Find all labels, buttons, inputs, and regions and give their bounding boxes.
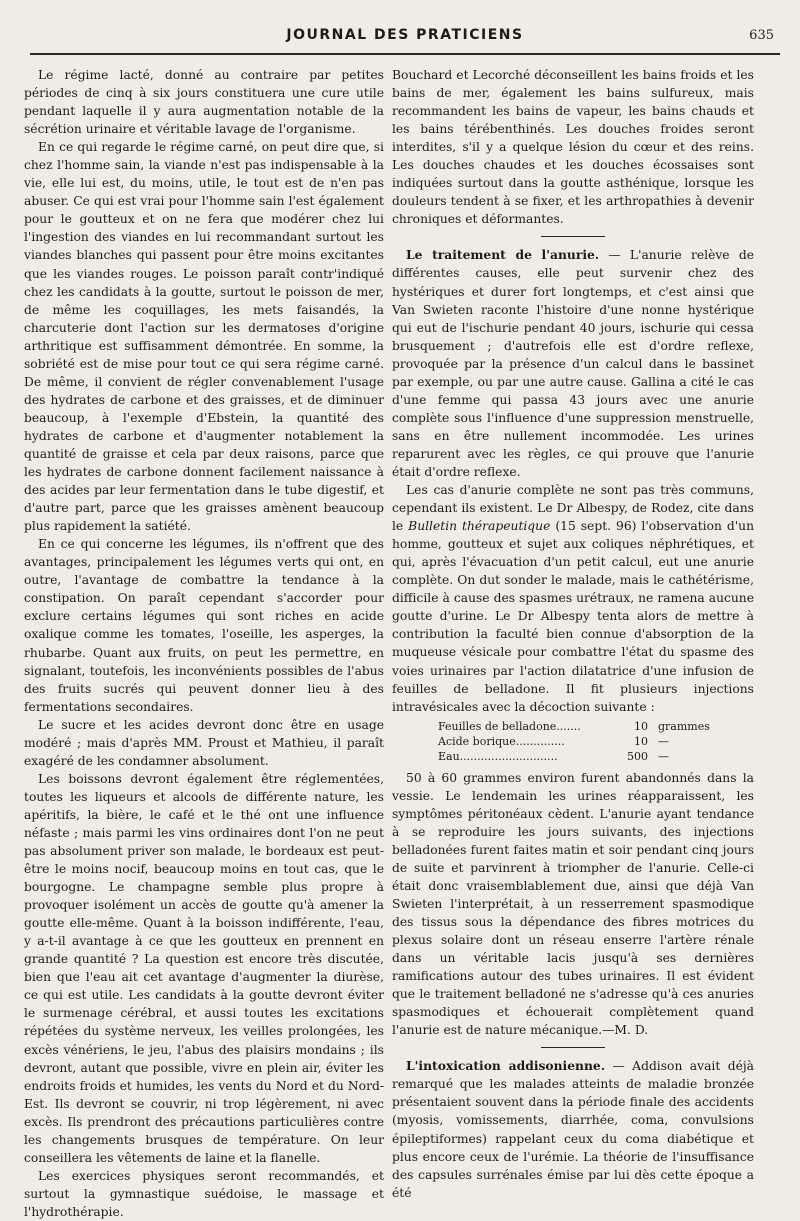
paragraph bbox=[392, 481, 754, 716]
section-addison-intro bbox=[392, 1057, 754, 1201]
section-separator bbox=[541, 1047, 605, 1048]
recipe-table bbox=[438, 719, 754, 764]
recipe-unit: grammes bbox=[658, 719, 710, 733]
recipe-quantity: 10 bbox=[634, 734, 648, 748]
paragraph: Bouchard et Lecorché déconseillent les bains froids et les bains de mer, également les bains sulfureux, mais recommandent les bains de vapeur, les bains chauds et les bains térébenthinés. Les douches froides seront interdites, s'il y a quelque lésion du cœur et des reins. Les douches chaudes et les douches écossaises sont indiquées surtout dans la goutte asthénique, lorsque les douleurs tendent à se fixer, et les arthropathies à devenir chroniques et déformantes. bbox=[392, 68, 754, 227]
recipe-row bbox=[438, 749, 754, 764]
left-column bbox=[24, 66, 384, 1219]
recipe-row bbox=[438, 719, 754, 734]
recipe-ingredient: Feuilles de belladone....... bbox=[438, 719, 581, 733]
paragraph: Les exercices physiques seront recommandés, et surtout la gymnastique suédoise, le massage et l'hydrothérapie. bbox=[24, 1168, 384, 1219]
paragraph-text: Les cas d'anurie complète ne sont pas très communs, cependant ils existent. Le Dr Albespy, de Rodez, cite dans le bbox=[392, 483, 754, 534]
right-column bbox=[392, 66, 754, 1200]
page-number: 635 bbox=[749, 28, 774, 43]
page-header bbox=[30, 25, 780, 49]
section-separator bbox=[541, 236, 605, 237]
recipe-ingredient: Eau............................ bbox=[438, 749, 558, 763]
section-title: Le traitement de l'anurie. bbox=[406, 247, 600, 263]
paragraph-text: (15 sept. 96) l'observation d'un homme, goutteux et sujet aux coliques néphrétiques, et qui, après l'évacuation d'un petit calcul, eut une anurie complète. On dut sonder le malade, mais le cathétérisme, difficile à cause des spasmes urétraux, ne ramena aucune goutte d'urine. Le Dr Albespy tenta alors de mettre à contribution la faculté bien connue d'absorption de la muqueuse vésicale pour combattre l'état du spasme des voies urinaires par l'action dilatatrice d'une infusion de feuilles de belladone. Il fit plusieurs injections intravésicales avec la décoction suivante : bbox=[392, 519, 754, 714]
recipe-unit: — bbox=[658, 734, 669, 748]
citation-title: Bulletin thérapeutique bbox=[408, 519, 551, 534]
paragraph: En ce qui concerne les légumes, ils n'offrent que des avantages, principalement les légumes verts qui ont, en outre, l'avantage de combattre la tendance à la constipation. On paraît cependant s'accorder pour exclure certains légumes qui sont riches en acide oxalique comme les tomates, l'oseille, les asperges, la rhubarbe. Quant aux fruits, on peut les permettre, en signalant, toutefois, les inconvénients possibles de l'abus des fruits sucrés qui peuvent donner lieu à des fermentations secondaires. bbox=[24, 537, 384, 714]
paragraph: 50 à 60 grammes environ furent abandonnés dans la vessie. Le lendemain les urines réapparaissent, les symptômes péritonéaux cèdent. L'anurie ayant tendance à se reproduire les jours suivants, des injections belladonées furent faites matin et soir pendant cinq jours de suite et parvinrent à triompher de l'anurie. Celle-ci était donc vraisemblablement due, ainsi que déjà Van Swieten l'interprétait, à un resserrement spasmodique des tissus sous la dépendance des fibres motrices du plexus solaire dont un réseau enserre l'artère rénale dans un véritable lacis jusqu'à ses dernières ramifications autour des tubes urinaires. Il est évident que le traitement belladoné ne s'adresse qu'à ces anuries spasmodiques et échouerait complètement quand l'anurie est de nature mécanique.—M. D. bbox=[392, 770, 754, 1038]
paragraph-text: — L'anurie relève de différentes causes, elle peut survenir chez des hystériques et durer fort longtemps, et c'est ainsi que Van Swieten raconte l'histoire d'une nonne hystérique qui eut de l'ischurie pendant 40 jours, ischurie qui cessa brusquement ; d'autrefois elle est d'ordre reflexe, provoquée par la présence d'un calcul dans le bassinet par exemple, ou par une autre cause. Gallina a cité le cas d'une femme qui passa 43 jours avec une anurie complète sous l'influence d'une suppression menstruelle, sans en être nullement incommodée. Les urines reparurent avec les règles, ce qui prouve que l'anurie était d'ordre reflexe. bbox=[392, 248, 754, 479]
recipe-unit: — bbox=[658, 749, 669, 763]
section-anurie-intro bbox=[392, 246, 754, 481]
header-rule bbox=[30, 53, 780, 55]
recipe-row bbox=[438, 734, 754, 749]
recipe-ingredient: Acide borique.............. bbox=[438, 734, 565, 748]
recipe-quantity: 10 bbox=[634, 719, 648, 733]
paragraph-text: — Addison avait déjà remarqué que les malades atteints de maladie bronzée présentaient souvent dans la période finale des accidents (myosis, vomissements, diarrhée, coma, convulsions épileptiformes) rappelant ceux du coma diabétique et plus encore ceux de l'urémie. La théorie de l'insuffisance des capsules surrénales émise par lui dès cette époque a été bbox=[392, 1059, 754, 1200]
paragraph: Le sucre et les acides devront donc être en usage modéré ; mais d'après MM. Proust et Mathieu, il paraît exagéré de les condamner absolument. bbox=[24, 717, 384, 768]
recipe-quantity: 500 bbox=[627, 749, 648, 763]
section-title: L'intoxication addisonienne. bbox=[406, 1058, 606, 1074]
paragraph: Les boissons devront également être réglementées, toutes les liqueurs et alcools de différente nature, les apéritifs, la bière, le café et le thé ont une influence néfaste ; mais parmi les vins ordinaires dont l'on ne peut pas absolument priver son malade, le bordeaux est peut-être le moins nocif, beaucoup moins en tout cas, que le bourgogne. Le champagne semble plus propre à provoquer isolément un accès de goutte qu'à amener la goutte elle-même. Quant à la boisson indifférente, l'eau, y a-t-il avantage à ce que les goutteux en prennent en grande quantité ? La question est encore très discutée, bien que l'eau ait cet avantage d'augmenter la diurèse, ce qui est utile. Les candidats à la goutte devront éviter le surmenage cérébral, et aussi toutes les excitations répétées du système nerveux, les veilles prolongées, les excès vénériens, le jeu, l'abus des plaisirs mondains ; ils devront, autant que possible, vivre en plein air, éviter les endroits froids et humides, les vents du Nord et du Nord-Est. Ils devront se couvrir, ni trop légèrement, ni avec excès. Ils prendront des précautions particulières contre les changements brusques de température. On leur conseillera les vêtements de laine et la flanelle. bbox=[24, 771, 384, 1165]
paragraph: Le régime lacté, donné au contraire par petites périodes de cinq à six jours constituera une cure utile pendant laquelle il y aura augmentation notable de la sécrétion urinaire et véritable lavage de l'organisme. bbox=[24, 68, 384, 137]
journal-title: JOURNAL DES PRATICIENS bbox=[286, 27, 524, 43]
paragraph: En ce qui regarde le régime carné, on peut dire que, si chez l'homme sain, la viande n'est pas indispensable à la vie, elle lui est, du moins, utile, le tout est de n'en pas abuser. Ce qui est vrai pour l'homme sain l'est également pour le goutteux et on ne fera que modérer chez lui l'ingestion des viandes en lui recommandant surtout les viandes blanches qui passent pour être moins excitantes que les viandes rouges. Le poisson paraît contr'indiqué chez les candidats à la goutte, surtout le poisson de mer, de même les coquillages, les mets faisandés, la charcuterie dont l'action sur les dermatoses d'origine arthritique est suffisamment démontrée. En somme, la sobriété est de mise pour tout ce qui sera régime carné. De même, il convient de régler convenablement l'usage des hydrates de carbone et des graisses, et de diminuer beaucoup, à l'exemple d'Ebstein, la quantité des hydrates de carbone et d'augmenter notablement la quantité de graisse et cela par deux raisons, parce que les hydrates de carbone donnent facilement naissance à des acides par leur fermentation dans le tube digestif, et d'autre part, parce que les graisses amènent beaucoup plus rapidement la satiété. bbox=[24, 140, 384, 534]
